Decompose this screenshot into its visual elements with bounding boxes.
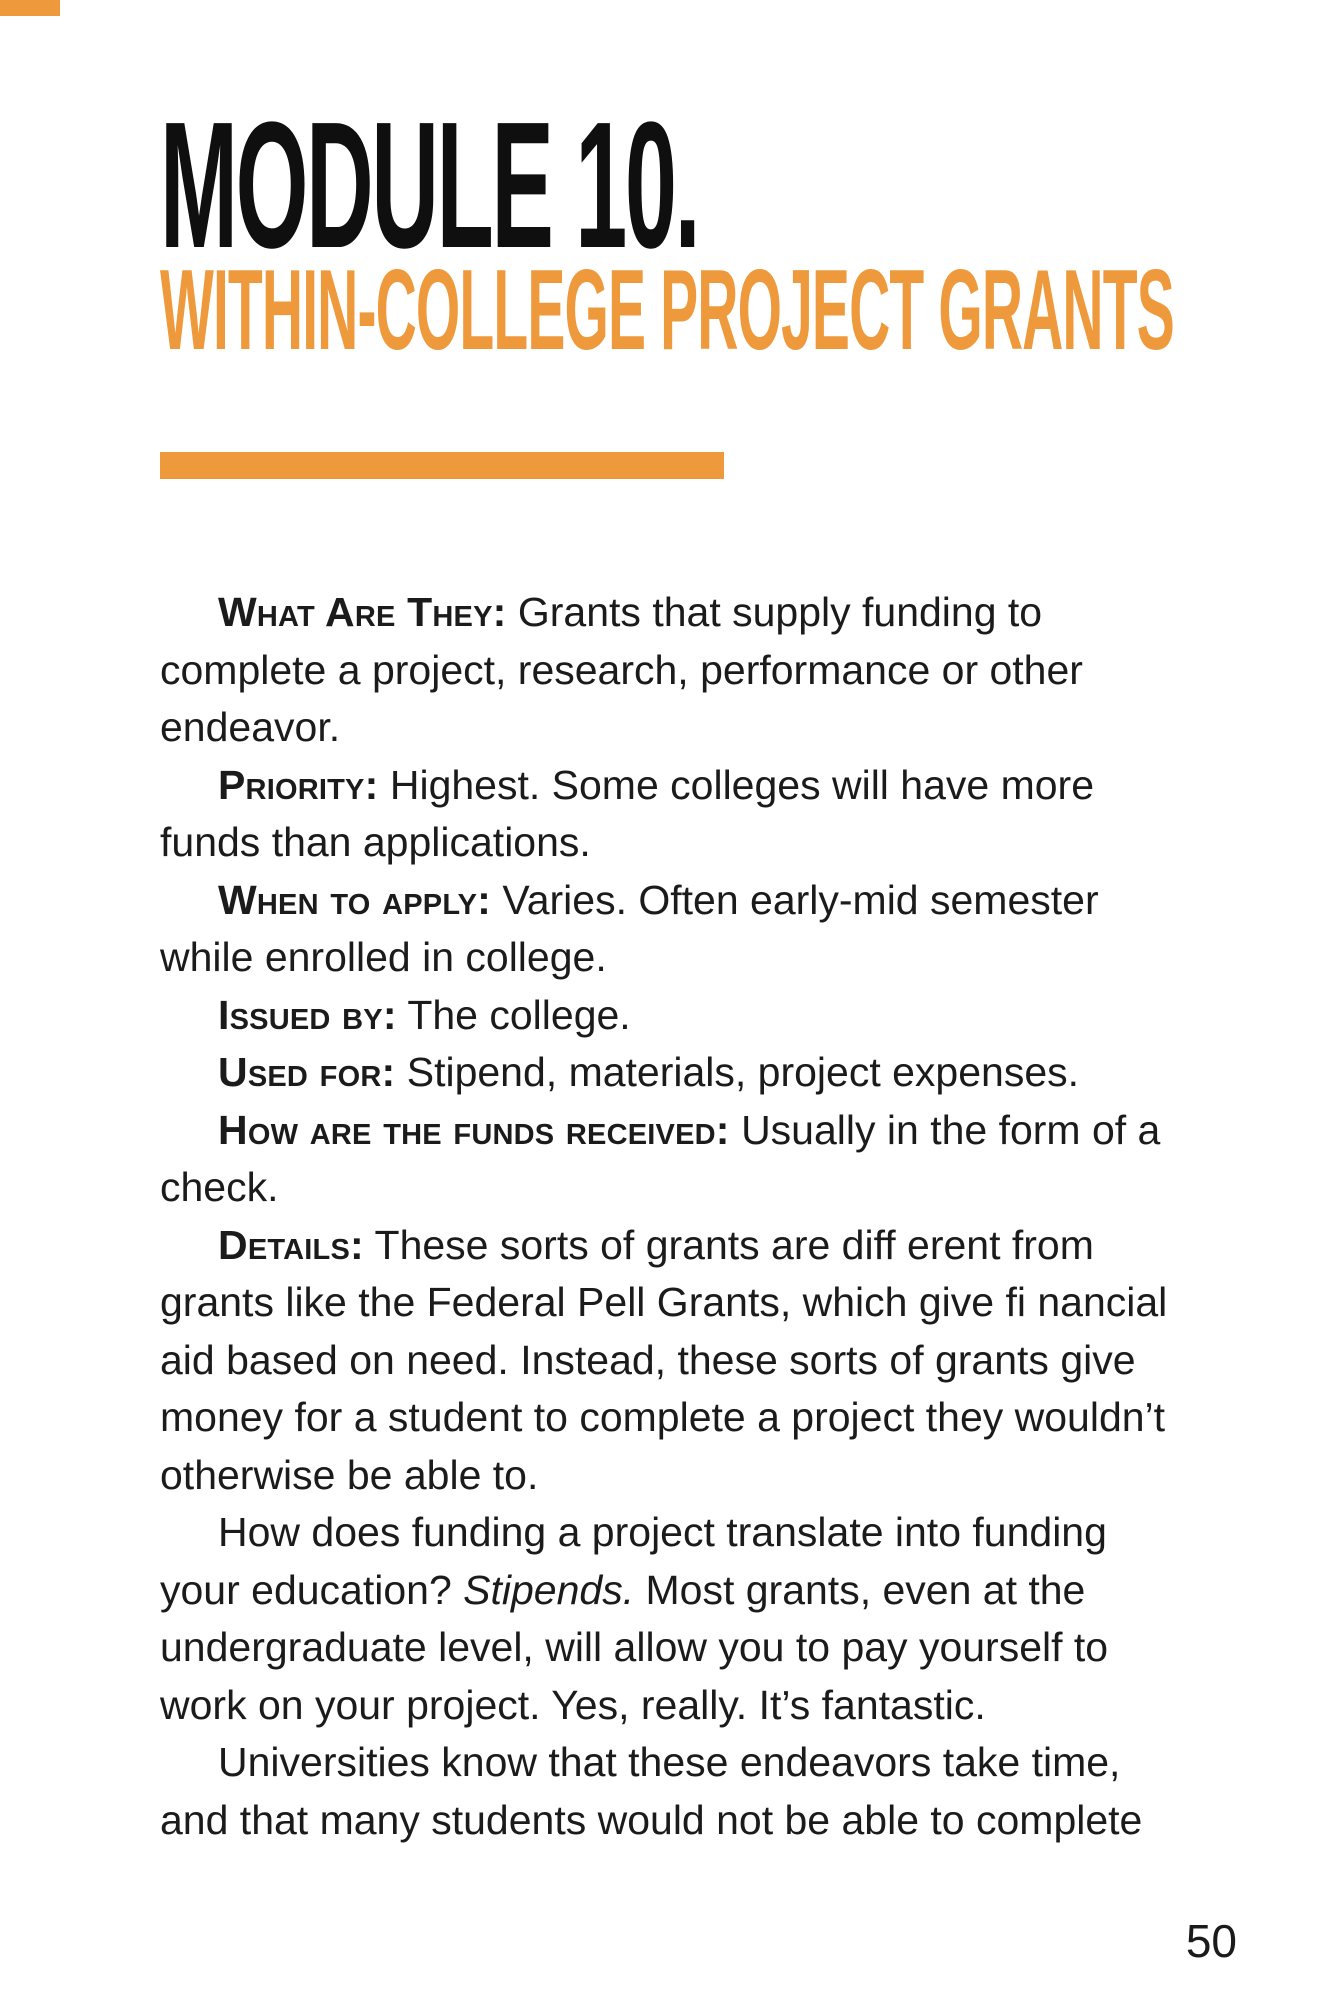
- text-segment: funds than applications.: [160, 819, 591, 865]
- text-line: [160, 1447, 1250, 1505]
- text-line: [160, 584, 1250, 642]
- text-line: [160, 1102, 1250, 1160]
- page-title-text: WITHIN-COLLEGE PROJECT GRANTS: [160, 247, 1174, 374]
- text-segment: Highest. Some colleges will have more: [378, 761, 1095, 808]
- text-line: [160, 1562, 1250, 1620]
- field-label: How are the funds received:: [218, 1106, 730, 1153]
- module-heading-text: MODULE 10.: [160, 85, 699, 286]
- text-line: [160, 1734, 1250, 1792]
- field-label: Used for:: [218, 1049, 396, 1095]
- text-segment: Varies. Often early-mid semester: [491, 876, 1099, 923]
- text-line: [160, 1159, 1250, 1217]
- text-line: [160, 814, 1250, 872]
- text-line: [160, 757, 1250, 815]
- corner-accent-bar: [0, 0, 60, 16]
- text-line: [160, 1619, 1250, 1677]
- field-label: Priority:: [218, 761, 379, 808]
- text-segment: money for a student to complete a project they wouldn’t: [160, 1394, 1166, 1440]
- text-segment: work on your project. Yes, really. It’s fantastic.: [160, 1681, 986, 1728]
- field-label: Details:: [218, 1221, 364, 1268]
- text-line: [160, 1044, 1250, 1102]
- text-line: [160, 987, 1250, 1045]
- text-line: [160, 699, 1250, 757]
- text-segment: Stipends.: [463, 1566, 635, 1613]
- text-segment: grants like the Federal Pell Grants, which give fi nancial: [160, 1279, 1168, 1325]
- text-segment: The college.: [396, 991, 631, 1038]
- text-segment: otherwise be able to.: [160, 1451, 539, 1498]
- field-label: When to apply:: [218, 876, 492, 923]
- text-line: [160, 1274, 1250, 1332]
- text-segment: endeavor.: [160, 704, 341, 750]
- field-label: What Are They:: [218, 589, 507, 635]
- text-segment: Stipend, materials, project expenses.: [395, 1049, 1080, 1095]
- text-segment: aid based on need. Instead, these sorts of grants give: [160, 1336, 1136, 1383]
- text-segment: Most grants, even at the: [634, 1566, 1086, 1613]
- text-segment: check.: [160, 1164, 279, 1210]
- text-segment: Grants that supply funding to: [506, 589, 1043, 635]
- page-number: 50: [1185, 1915, 1237, 1967]
- page-title: [160, 247, 1340, 374]
- text-segment: while enrolled in college.: [160, 934, 607, 980]
- text-segment: Usually in the form of a: [729, 1106, 1161, 1153]
- field-label: Issued by:: [218, 991, 397, 1038]
- text-segment: complete a project, research, performance or other: [160, 646, 1083, 693]
- text-segment: These sorts of grants are diff erent from: [363, 1221, 1094, 1268]
- text-line: [160, 642, 1250, 700]
- text-line: [160, 1389, 1250, 1447]
- text-line: [160, 1677, 1250, 1735]
- text-line: [160, 872, 1250, 930]
- text-line: [160, 1217, 1250, 1275]
- title-underline-rule: [160, 452, 724, 479]
- text-line: [160, 1792, 1250, 1850]
- text-segment: How does funding a project translate into funding: [218, 1509, 1107, 1555]
- body-text: [160, 584, 1250, 1849]
- text-line: [160, 929, 1250, 987]
- text-segment: your education?: [160, 1566, 464, 1613]
- text-segment: undergraduate level, will allow you to pay yourself to: [160, 1624, 1109, 1670]
- text-segment: Universities know that these endeavors take time,: [218, 1739, 1121, 1785]
- text-line: [160, 1332, 1250, 1390]
- text-segment: and that many students would not be able to complete: [160, 1796, 1143, 1843]
- text-line: [160, 1504, 1250, 1562]
